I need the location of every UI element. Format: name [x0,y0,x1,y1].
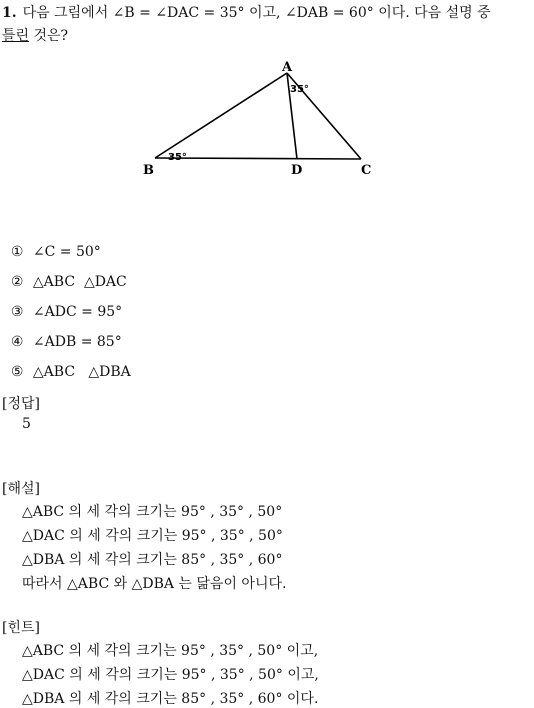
option-text: △ABC △DAC [32,274,127,290]
option-2[interactable] [2,258,127,290]
option-marker: ② [10,274,24,290]
option-text: △ABC △DBA [32,364,131,380]
label-d: D [291,163,303,178]
label-a: A [282,60,293,75]
explanation-line-4: 따라서 △ABC 와 △DBA 는 닮음이 아니다. [22,576,287,592]
hint-title: [힌트] [2,620,40,636]
explanation-line-1: △ABC 의 세 각의 크기는 95° , 35° , 50° [22,504,283,520]
option-text: ∠C = 50° [32,244,101,260]
explanation-line-2: △DAC 의 세 각의 크기는 95° , 35° , 50° [22,528,283,544]
triangle-figure [0,0,534,200]
option-3[interactable] [2,288,122,320]
option-text: ∠ADB = 85° [32,334,122,350]
question-number: 1. [2,5,17,21]
answer-value: 5 [22,416,31,432]
option-4[interactable] [2,318,122,350]
option-text: ∠ADC = 95° [32,304,123,320]
underlined-keyword: 틀린 [2,28,30,44]
option-marker: ④ [10,334,24,350]
hint-line-1: △ABC 의 세 각의 크기는 95° , 35° , 50° 이고, [22,643,319,659]
explanation-title: [해설] [2,481,40,497]
answer-title: [정답] [2,396,40,412]
segment-ab [155,73,287,158]
option-1[interactable] [2,228,101,260]
label-b: B [143,163,154,178]
explanation-line-3: △DBA 의 세 각의 크기는 85° , 35° , 60° [22,552,283,568]
question-line-2: 것은? [29,28,69,44]
question-line-1: 다음 그림에서 ∠B = ∠DAC = 35° 이고, ∠DAB = 60° 이다. 다음 설명 중 [22,5,491,21]
hint-line-2: △DAC 의 세 각의 크기는 95° , 35° , 50° 이고, [22,667,319,683]
angle-a-label: 35° [290,84,309,95]
angle-b-label: 35° [168,152,187,163]
label-c: C [361,163,372,178]
option-marker: ⑤ [10,364,24,380]
hint-line-3: △DBA 의 세 각의 크기는 85° , 35° , 60° 이다. [22,691,319,707]
option-marker: ① [10,244,24,260]
option-5[interactable] [2,348,131,380]
option-marker: ③ [10,304,24,320]
